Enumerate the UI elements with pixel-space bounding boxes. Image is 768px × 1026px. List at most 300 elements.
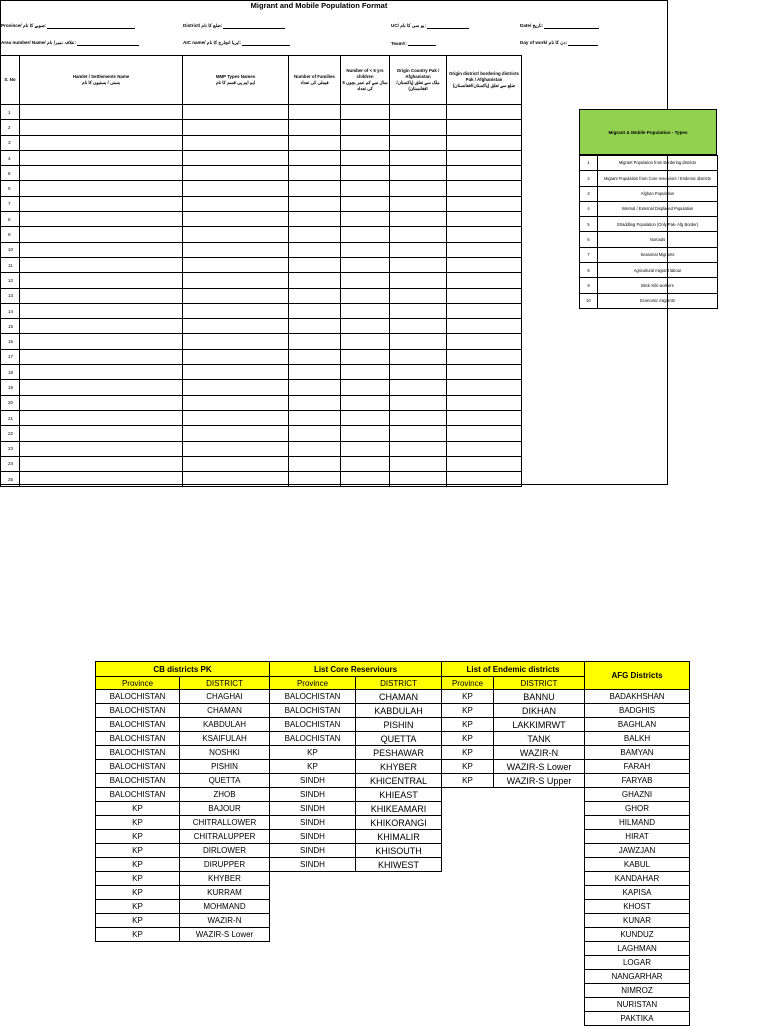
type-label: Economic migrants bbox=[598, 293, 718, 308]
core-reservoirs-title: List Core Reserviours bbox=[270, 662, 442, 677]
table-cell[interactable] bbox=[341, 196, 390, 211]
district-cell: DIRUPPER bbox=[180, 858, 270, 872]
table-row bbox=[585, 788, 690, 802]
table-cell[interactable] bbox=[341, 319, 390, 334]
table-row bbox=[1, 303, 522, 318]
table-cell[interactable] bbox=[447, 212, 522, 227]
table-cell[interactable] bbox=[447, 303, 522, 318]
table-cell[interactable] bbox=[20, 150, 183, 165]
table-cell[interactable] bbox=[183, 456, 289, 471]
table-row bbox=[442, 774, 585, 788]
table-cell[interactable] bbox=[447, 227, 522, 242]
endemic-districts-title: List of Endemic districts bbox=[442, 662, 585, 677]
list-item bbox=[580, 156, 718, 171]
district-cell: KHICENTRAL bbox=[356, 774, 442, 788]
table-row bbox=[270, 774, 442, 788]
table-cell[interactable] bbox=[20, 105, 183, 120]
table-row bbox=[442, 718, 585, 732]
table-cell[interactable] bbox=[390, 196, 447, 211]
table-cell[interactable] bbox=[447, 349, 522, 364]
table-cell[interactable] bbox=[289, 242, 341, 257]
table-cell[interactable] bbox=[289, 365, 341, 380]
table-row bbox=[585, 718, 690, 732]
table-cell[interactable] bbox=[183, 472, 289, 487]
table-cell[interactable] bbox=[341, 380, 390, 395]
afg-district-cell: GHOR bbox=[585, 802, 690, 816]
table-cell[interactable] bbox=[447, 380, 522, 395]
table-row bbox=[270, 746, 442, 760]
table-cell[interactable] bbox=[447, 365, 522, 380]
table-cell[interactable] bbox=[289, 135, 341, 150]
row-number: 3 bbox=[1, 135, 20, 150]
table-cell[interactable] bbox=[341, 334, 390, 349]
date-label: Date/ تاریخ: bbox=[520, 23, 544, 28]
table-cell[interactable] bbox=[183, 227, 289, 242]
table-cell[interactable] bbox=[183, 303, 289, 318]
row-number: 18 bbox=[1, 365, 20, 380]
district-cell: DIRLOWER bbox=[180, 844, 270, 858]
table-cell[interactable] bbox=[447, 273, 522, 288]
table-cell[interactable] bbox=[447, 426, 522, 441]
table-row bbox=[585, 732, 690, 746]
province-header: Province bbox=[270, 677, 356, 690]
table-cell[interactable] bbox=[183, 150, 289, 165]
table-row bbox=[585, 984, 690, 998]
table-row bbox=[585, 900, 690, 914]
province-cell: KP bbox=[442, 704, 494, 718]
table-cell[interactable] bbox=[289, 319, 341, 334]
district-cell: LAKKIMRWT bbox=[494, 718, 585, 732]
province-cell: BALOCHISTAN bbox=[96, 788, 180, 802]
table-cell[interactable] bbox=[20, 380, 183, 395]
row-number: 14 bbox=[1, 303, 20, 318]
table-cell[interactable] bbox=[390, 395, 447, 410]
district-cell: WAZIR-S Lower bbox=[494, 760, 585, 774]
table-cell[interactable] bbox=[20, 166, 183, 181]
table-row bbox=[1, 212, 522, 227]
table-cell[interactable] bbox=[447, 196, 522, 211]
table-row bbox=[442, 690, 585, 704]
province-cell: KP bbox=[96, 830, 180, 844]
table-cell[interactable] bbox=[447, 410, 522, 425]
district-header: DISTRICT bbox=[356, 677, 442, 690]
table-cell[interactable] bbox=[289, 288, 341, 303]
table-cell[interactable] bbox=[183, 273, 289, 288]
table-cell[interactable] bbox=[390, 166, 447, 181]
team-field[interactable] bbox=[391, 40, 436, 46]
district-cell: KABDULAH bbox=[356, 704, 442, 718]
table-cell[interactable] bbox=[183, 105, 289, 120]
table-row bbox=[442, 746, 585, 760]
table-cell[interactable] bbox=[183, 441, 289, 456]
table-cell[interactable] bbox=[20, 212, 183, 227]
table-cell[interactable] bbox=[289, 166, 341, 181]
table-cell[interactable] bbox=[183, 196, 289, 211]
table-cell[interactable] bbox=[289, 227, 341, 242]
table-cell[interactable] bbox=[289, 334, 341, 349]
table-cell[interactable] bbox=[447, 181, 522, 196]
table-cell[interactable] bbox=[447, 456, 522, 471]
table-row bbox=[585, 830, 690, 844]
table-cell[interactable] bbox=[447, 319, 522, 334]
table-row bbox=[270, 732, 442, 746]
table-row bbox=[585, 998, 690, 1012]
table-cell[interactable] bbox=[289, 456, 341, 471]
type-label: Agricultural migrant labour bbox=[598, 263, 718, 278]
table-cell[interactable] bbox=[341, 135, 390, 150]
district-cell: CHAMAN bbox=[180, 704, 270, 718]
row-number: 11 bbox=[1, 257, 20, 272]
table-cell[interactable] bbox=[390, 441, 447, 456]
table-row bbox=[585, 704, 690, 718]
table-row bbox=[96, 760, 270, 774]
table-cell[interactable] bbox=[183, 257, 289, 272]
table-row bbox=[270, 844, 442, 858]
table-row bbox=[270, 858, 442, 872]
table-cell[interactable] bbox=[289, 273, 341, 288]
table-cell[interactable] bbox=[447, 242, 522, 257]
table-cell[interactable] bbox=[183, 410, 289, 425]
district-cell: CHITRALUPPER bbox=[180, 830, 270, 844]
table-cell[interactable] bbox=[390, 410, 447, 425]
afg-district-cell: PAKTIKA bbox=[585, 1012, 690, 1026]
afg-district-cell: FARYAB bbox=[585, 774, 690, 788]
table-cell[interactable] bbox=[341, 288, 390, 303]
table-cell[interactable] bbox=[20, 196, 183, 211]
table-cell[interactable] bbox=[390, 227, 447, 242]
table-row bbox=[1, 334, 522, 349]
aic-name-field[interactable] bbox=[183, 40, 290, 46]
table-cell[interactable] bbox=[183, 288, 289, 303]
table-cell[interactable] bbox=[20, 273, 183, 288]
district-cell: KHISOUTH bbox=[356, 844, 442, 858]
table-cell[interactable] bbox=[341, 166, 390, 181]
row-number: 17 bbox=[1, 349, 20, 364]
table-cell[interactable] bbox=[341, 257, 390, 272]
table-row bbox=[96, 886, 270, 900]
province-cell: BALOCHISTAN bbox=[96, 774, 180, 788]
district-field[interactable] bbox=[183, 23, 285, 29]
table-row bbox=[1, 242, 522, 257]
table-row bbox=[96, 830, 270, 844]
table-cell[interactable] bbox=[390, 120, 447, 135]
province-cell: BALOCHISTAN bbox=[270, 690, 356, 704]
table-cell[interactable] bbox=[390, 181, 447, 196]
table-row bbox=[1, 257, 522, 272]
table-cell[interactable] bbox=[341, 212, 390, 227]
province-cell: BALOCHISTAN bbox=[96, 718, 180, 732]
table-cell[interactable] bbox=[183, 135, 289, 150]
table-cell[interactable] bbox=[390, 135, 447, 150]
table-row bbox=[585, 858, 690, 872]
table-row bbox=[585, 816, 690, 830]
table-cell[interactable] bbox=[289, 150, 341, 165]
table-cell[interactable] bbox=[183, 365, 289, 380]
table-cell[interactable] bbox=[289, 380, 341, 395]
table-cell[interactable] bbox=[20, 257, 183, 272]
row-number: 1 bbox=[1, 105, 20, 120]
table-cell[interactable] bbox=[289, 105, 341, 120]
table-cell[interactable] bbox=[341, 303, 390, 318]
row-number: 2 bbox=[1, 120, 20, 135]
table-cell[interactable] bbox=[20, 456, 183, 471]
table-row bbox=[1, 410, 522, 425]
table-cell[interactable] bbox=[289, 472, 341, 487]
province-cell: SINDH bbox=[270, 816, 356, 830]
province-field[interactable] bbox=[1, 23, 135, 29]
type-number: 10 bbox=[580, 293, 598, 308]
table-cell[interactable] bbox=[390, 472, 447, 487]
table-row bbox=[585, 844, 690, 858]
table-cell[interactable] bbox=[20, 334, 183, 349]
table-cell[interactable] bbox=[183, 319, 289, 334]
table-cell[interactable] bbox=[390, 365, 447, 380]
table-cell[interactable] bbox=[447, 150, 522, 165]
district-cell: KHIMALIR bbox=[356, 830, 442, 844]
table-cell[interactable] bbox=[289, 120, 341, 135]
table-cell[interactable] bbox=[20, 135, 183, 150]
district-header: DISTRICT bbox=[180, 677, 270, 690]
table-cell[interactable] bbox=[183, 395, 289, 410]
table-cell[interactable] bbox=[341, 273, 390, 288]
table-cell[interactable] bbox=[341, 456, 390, 471]
table-cell[interactable] bbox=[390, 426, 447, 441]
province-cell: KP bbox=[442, 690, 494, 704]
province-cell: SINDH bbox=[270, 858, 356, 872]
table-cell[interactable] bbox=[289, 196, 341, 211]
table-cell[interactable] bbox=[390, 288, 447, 303]
table-row bbox=[270, 802, 442, 816]
table-cell[interactable] bbox=[20, 349, 183, 364]
table-cell[interactable] bbox=[20, 365, 183, 380]
table-cell[interactable] bbox=[183, 334, 289, 349]
table-cell[interactable] bbox=[183, 380, 289, 395]
table-cell[interactable] bbox=[341, 227, 390, 242]
table-cell[interactable] bbox=[20, 319, 183, 334]
row-number: 24 bbox=[1, 456, 20, 471]
district-header: DISTRICT bbox=[494, 677, 585, 690]
table-cell[interactable] bbox=[447, 441, 522, 456]
cb-districts-table bbox=[95, 661, 270, 942]
date-field[interactable] bbox=[520, 23, 599, 29]
row-number: 4 bbox=[1, 150, 20, 165]
province-header: Province bbox=[96, 677, 180, 690]
table-row bbox=[96, 816, 270, 830]
table-cell[interactable] bbox=[390, 303, 447, 318]
district-cell: DIKHAN bbox=[494, 704, 585, 718]
table-cell[interactable] bbox=[341, 472, 390, 487]
table-row bbox=[585, 690, 690, 704]
table-cell[interactable] bbox=[341, 242, 390, 257]
table-cell[interactable] bbox=[289, 212, 341, 227]
table-row bbox=[96, 928, 270, 942]
form-title: Migrant and Mobile Population Format bbox=[250, 1, 388, 10]
table-cell[interactable] bbox=[341, 441, 390, 456]
table-cell[interactable] bbox=[20, 426, 183, 441]
afg-district-cell: KAPISA bbox=[585, 886, 690, 900]
team-label: Team#: bbox=[391, 41, 407, 46]
table-cell[interactable] bbox=[341, 365, 390, 380]
table-row bbox=[96, 914, 270, 928]
col-header: S. No bbox=[1, 56, 20, 105]
col-header: Origin district/ bordering districts Pak / Afghanistan ضلع سے تعلق (پاکستان/افغانستان) bbox=[447, 56, 522, 105]
afg-district-cell: LAGHMAN bbox=[585, 942, 690, 956]
table-cell[interactable] bbox=[289, 410, 341, 425]
table-cell[interactable] bbox=[20, 441, 183, 456]
type-number: 9 bbox=[580, 278, 598, 293]
table-cell[interactable] bbox=[341, 105, 390, 120]
table-cell[interactable] bbox=[447, 105, 522, 120]
table-cell[interactable] bbox=[390, 319, 447, 334]
afg-districts-title: AFG Districts bbox=[585, 662, 690, 690]
table-cell[interactable] bbox=[390, 456, 447, 471]
table-cell[interactable] bbox=[341, 426, 390, 441]
table-cell[interactable] bbox=[447, 334, 522, 349]
table-cell[interactable] bbox=[289, 441, 341, 456]
table-row bbox=[442, 704, 585, 718]
district-cell: BANNU bbox=[494, 690, 585, 704]
uc-field[interactable] bbox=[391, 23, 469, 29]
district-cell: PESHAWAR bbox=[356, 746, 442, 760]
table-row bbox=[585, 746, 690, 760]
table-cell[interactable] bbox=[289, 303, 341, 318]
table-cell[interactable] bbox=[447, 120, 522, 135]
row-number: 8 bbox=[1, 212, 20, 227]
table-cell[interactable] bbox=[341, 395, 390, 410]
afg-district-cell: KUNAR bbox=[585, 914, 690, 928]
list-item bbox=[580, 201, 718, 216]
table-cell[interactable] bbox=[447, 135, 522, 150]
table-cell[interactable] bbox=[20, 227, 183, 242]
table-row bbox=[96, 774, 270, 788]
table-row bbox=[96, 690, 270, 704]
table-row bbox=[1, 196, 522, 211]
col-header: MMP Types Names ایم ایم پی قسم کا نام bbox=[183, 56, 289, 105]
district-cell: KHYBER bbox=[356, 760, 442, 774]
table-cell[interactable] bbox=[341, 150, 390, 165]
province-header: Province bbox=[442, 677, 494, 690]
table-row bbox=[270, 718, 442, 732]
table-cell[interactable] bbox=[390, 349, 447, 364]
table-cell[interactable] bbox=[390, 380, 447, 395]
table-cell[interactable] bbox=[390, 105, 447, 120]
district-cell: BAJOUR bbox=[180, 802, 270, 816]
table-cell[interactable] bbox=[341, 120, 390, 135]
table-row bbox=[1, 105, 522, 120]
table-cell[interactable] bbox=[289, 181, 341, 196]
row-number: 25 bbox=[1, 472, 20, 487]
row-number: 15 bbox=[1, 319, 20, 334]
table-cell[interactable] bbox=[447, 288, 522, 303]
endemic-districts-table bbox=[441, 661, 585, 788]
aic-name-label: AIC name/ ایریا انچارج کا نام: bbox=[183, 40, 242, 45]
province-cell: KP bbox=[96, 928, 180, 942]
table-row bbox=[585, 872, 690, 886]
table-cell[interactable] bbox=[183, 166, 289, 181]
list-item bbox=[580, 217, 718, 232]
area-number-field[interactable] bbox=[1, 40, 139, 46]
type-number: 4 bbox=[580, 201, 598, 216]
table-cell[interactable] bbox=[447, 257, 522, 272]
district-cell: WAZIR-S Upper bbox=[494, 774, 585, 788]
afg-district-cell: NIMROZ bbox=[585, 984, 690, 998]
table-cell[interactable] bbox=[390, 150, 447, 165]
type-number: 8 bbox=[580, 263, 598, 278]
table-row bbox=[442, 732, 585, 746]
table-cell[interactable] bbox=[390, 257, 447, 272]
day-of-work-field[interactable] bbox=[520, 40, 598, 46]
afg-districts-table bbox=[584, 661, 690, 1026]
table-row bbox=[96, 718, 270, 732]
table-row bbox=[1, 472, 522, 487]
table-row bbox=[1, 150, 522, 165]
table-cell[interactable] bbox=[20, 242, 183, 257]
table-cell[interactable] bbox=[289, 426, 341, 441]
day-of-work-label: Day of work/ دن کا نام: bbox=[520, 40, 568, 45]
table-row bbox=[585, 942, 690, 956]
table-cell[interactable] bbox=[20, 288, 183, 303]
table-cell[interactable] bbox=[390, 212, 447, 227]
table-cell[interactable] bbox=[183, 242, 289, 257]
province-cell: SINDH bbox=[270, 774, 356, 788]
type-label: Nomads bbox=[598, 232, 718, 247]
district-cell: QUETTA bbox=[180, 774, 270, 788]
table-cell[interactable] bbox=[20, 472, 183, 487]
table-cell[interactable] bbox=[390, 334, 447, 349]
table-cell[interactable] bbox=[289, 395, 341, 410]
table-cell[interactable] bbox=[20, 120, 183, 135]
table-cell[interactable] bbox=[447, 166, 522, 181]
table-cell[interactable] bbox=[183, 349, 289, 364]
row-number: 6 bbox=[1, 181, 20, 196]
table-row bbox=[96, 872, 270, 886]
table-cell[interactable] bbox=[183, 426, 289, 441]
table-cell[interactable] bbox=[289, 257, 341, 272]
col-header: Number of < 5 yrs children 5 سال سے کم عمر بچوں کی تعداد bbox=[341, 56, 390, 105]
table-cell[interactable] bbox=[447, 395, 522, 410]
list-item bbox=[580, 186, 718, 201]
district-cell: KHYBER bbox=[180, 872, 270, 886]
table-cell[interactable] bbox=[20, 303, 183, 318]
table-row bbox=[1, 288, 522, 303]
table-row bbox=[585, 914, 690, 928]
table-cell[interactable] bbox=[20, 181, 183, 196]
table-cell[interactable] bbox=[289, 349, 341, 364]
table-row bbox=[270, 830, 442, 844]
province-cell: KP bbox=[96, 858, 180, 872]
afg-district-cell: HILMAND bbox=[585, 816, 690, 830]
table-cell[interactable] bbox=[183, 212, 289, 227]
table-cell[interactable] bbox=[341, 410, 390, 425]
type-number: 7 bbox=[580, 247, 598, 262]
table-row bbox=[585, 802, 690, 816]
afg-district-cell: NANGARHAR bbox=[585, 970, 690, 984]
table-cell[interactable] bbox=[390, 242, 447, 257]
district-cell: CHAGHAI bbox=[180, 690, 270, 704]
district-label: District/ ضلع کا نام: bbox=[183, 23, 223, 28]
table-cell[interactable] bbox=[20, 395, 183, 410]
table-cell[interactable] bbox=[20, 410, 183, 425]
table-cell[interactable] bbox=[341, 349, 390, 364]
table-cell[interactable] bbox=[447, 472, 522, 487]
table-cell[interactable] bbox=[183, 181, 289, 196]
province-cell: KP bbox=[96, 816, 180, 830]
table-cell[interactable] bbox=[341, 181, 390, 196]
table-cell[interactable] bbox=[183, 120, 289, 135]
province-cell: SINDH bbox=[270, 802, 356, 816]
table-row bbox=[96, 746, 270, 760]
table-cell[interactable] bbox=[390, 273, 447, 288]
